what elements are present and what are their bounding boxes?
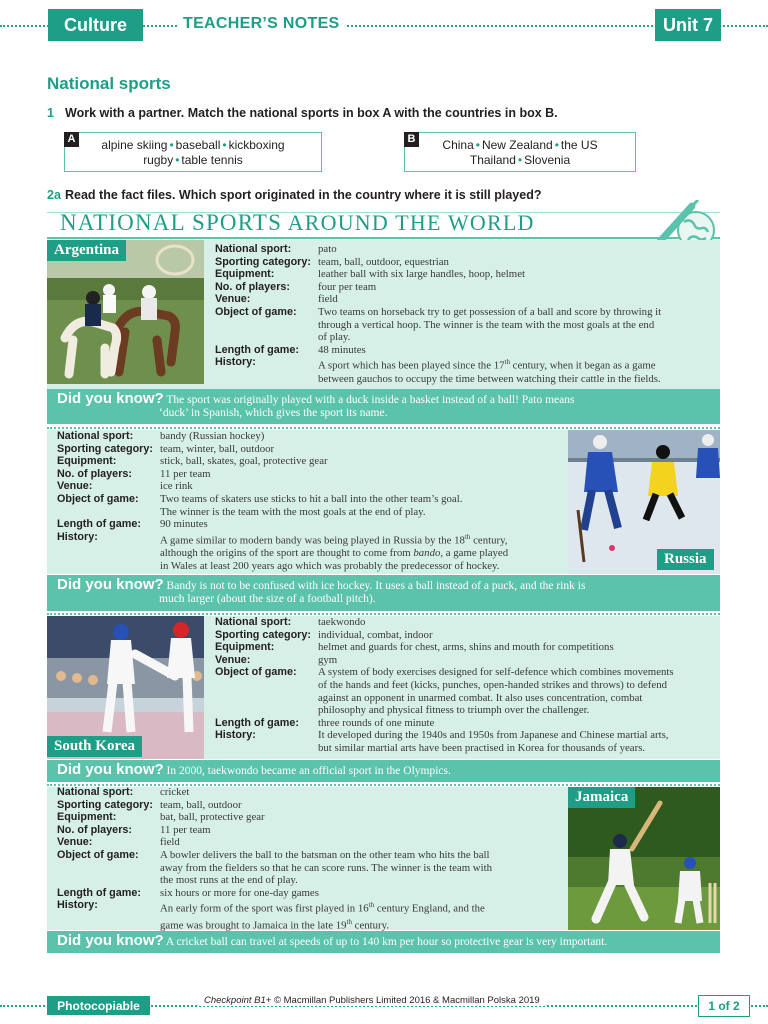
did-you-know-jamaica	[47, 931, 720, 953]
label-venue: Venue:	[57, 836, 93, 849]
did-you-know-label: Did you know?	[57, 390, 164, 407]
value-sporting-category: individual, combat, indoor	[318, 628, 433, 641]
russia-fact-file	[57, 430, 508, 572]
value-length: 48 minutes	[318, 343, 366, 356]
question-text: Read the fact files. Which sport originated in the country where it is still played?	[65, 188, 542, 202]
value-national-sport: bandy (Russian hockey)	[160, 430, 265, 442]
did-you-know-text: The sport was originally played with a duck inside a basket instead of a ball! Pato means	[166, 394, 575, 406]
box-a-tag: A	[64, 132, 79, 147]
label-length: Length of game:	[215, 716, 299, 729]
label-players: No. of players:	[57, 823, 132, 836]
value-object: A bowler delivers the ball to the batsman on the other team who hits the ball away from the fielders so that he can score runs. The winner is the team with the most runs at the end of play.	[160, 848, 492, 887]
feature-title	[60, 210, 535, 236]
box-item: New Zealand	[481, 138, 553, 152]
value-equipment: leather ball with six large handles, hoop, helmet	[318, 268, 525, 281]
value-players: four per team	[318, 280, 377, 293]
question-number: 2a	[47, 188, 61, 202]
label-players: No. of players:	[57, 467, 132, 480]
value-length: three rounds of one minute	[318, 716, 435, 729]
value-venue: field	[318, 293, 338, 306]
label-venue: Venue:	[57, 480, 93, 493]
did-you-know-text: Bandy is not to be confused with ice hockey. It uses a ball instead of a puck, and the rink is	[166, 580, 586, 592]
label-object: Object of game:	[215, 666, 297, 679]
label-sporting-category: Sporting category:	[57, 798, 153, 811]
label-equipment: Equipment:	[215, 268, 275, 281]
label-object: Object of game:	[215, 305, 297, 318]
value-equipment: stick, ball, skates, goal, protective gear	[160, 455, 328, 468]
did-you-know-text: In 2000, taekwondo became an official sport in the Olympics.	[166, 765, 451, 777]
label-history: History:	[215, 729, 256, 742]
value-venue: field	[160, 836, 180, 849]
label-object: Object of game:	[57, 492, 139, 505]
label-equipment: Equipment:	[57, 811, 117, 824]
page-header	[0, 0, 768, 50]
argentina-photo	[47, 240, 204, 384]
value-object: Two teams of skaters use sticks to hit a ball into the other team’s goal. The winner is the team with the most goals at the end of play.	[160, 492, 463, 518]
label-length: Length of game:	[57, 886, 141, 899]
label-national-sport: National sport:	[215, 243, 292, 255]
did-you-know-label: Did you know?	[57, 761, 164, 778]
value-venue: ice rink	[160, 480, 193, 493]
did-you-know-text: A cricket ball can travel at speeds of up to 140 km per hour so protective gear is very important.	[165, 936, 608, 948]
photocopiable-badge: Photocopiable	[47, 996, 150, 1015]
value-length: six hours or more for one-day games	[160, 886, 319, 899]
feature-title-main: NATIONAL SPORTS	[60, 210, 283, 235]
did-you-know-text: much larger (about the size of a football pitch).	[159, 593, 376, 605]
country-label-jamaica: Jamaica	[568, 787, 635, 808]
question-2a	[47, 188, 541, 202]
did-you-know-label: Did you know?	[57, 576, 164, 593]
value-players: 11 per team	[160, 823, 211, 836]
value-national-sport: pato	[318, 243, 337, 255]
value-venue: gym	[318, 653, 338, 666]
question-number: 1	[47, 106, 54, 120]
box-item: table tennis	[181, 153, 243, 167]
did-you-know-south-korea	[47, 760, 720, 782]
value-history: A game similar to modern bandy was being played in Russia by the 18th century, although the origins of the sport are thought to come from bando, a game played in Wales at least 200 years ago which was probably the predecessor of hockey.	[160, 532, 509, 572]
label-equipment: Equipment:	[57, 455, 117, 468]
box-item: China	[442, 138, 474, 152]
label-venue: Venue:	[215, 293, 251, 306]
label-sporting-category: Sporting category:	[215, 628, 311, 641]
footer-copyright	[198, 995, 546, 1006]
value-length: 90 minutes	[160, 518, 208, 531]
feature-rule	[47, 237, 720, 239]
page-number: 1 of 2	[698, 995, 750, 1017]
feature-title-sub: AROUND THE WORLD	[287, 210, 535, 235]
value-sporting-category: team, ball, outdoor, equestrian	[318, 255, 449, 268]
label-national-sport: National sport:	[215, 616, 292, 628]
box-b-tag: B	[404, 132, 419, 147]
value-object: Two teams on horseback try to get possession of a ball and score by throwing it through a vertical hoop. The winner is the team with the most goals at the end of play.	[318, 305, 662, 344]
did-you-know-russia	[47, 575, 720, 611]
unit-badge: Unit 7	[655, 9, 721, 41]
did-you-know-label: Did you know?	[57, 932, 164, 949]
label-length: Length of game:	[57, 518, 141, 531]
label-equipment: Equipment:	[215, 641, 275, 654]
jamaica-fact-file	[57, 786, 492, 932]
jamaica-photo	[568, 787, 720, 930]
box-item: Thailand	[469, 153, 516, 167]
south-korea-fact-file	[215, 616, 674, 755]
value-object: A system of body exercises designed for self-defence which combines movements of the hands and feet (kicks, punches, open-handed strikes and throws) to defend against an opponent in unarmed combat. It also uses concentration, combat philosophy and physical fitness to triumph over the challenger.	[318, 666, 674, 717]
box-item: baseball	[175, 138, 221, 152]
value-history: An early form of the sport was first played in 16th century England, and the game was brought to Jamaica in the late 19th century.	[160, 901, 485, 932]
label-national-sport: National sport:	[57, 786, 134, 798]
label-venue: Venue:	[215, 653, 251, 666]
value-national-sport: taekwondo	[318, 616, 366, 628]
value-sporting-category: team, winter, ball, outdoor	[160, 442, 275, 455]
value-equipment: helmet and guards for chest, arms, shins and mouth for competitions	[318, 641, 614, 654]
box-item: rugby	[143, 153, 174, 167]
label-length: Length of game:	[215, 343, 299, 356]
label-object: Object of game:	[57, 848, 139, 861]
box-b: B China • New Zealand • the US Thailand • Slovenia	[404, 132, 636, 172]
box-item: alpine skiing	[101, 138, 168, 152]
did-you-know-argentina	[47, 389, 720, 424]
value-sporting-category: team, ball, outdoor	[160, 798, 242, 811]
label-history: History:	[57, 899, 98, 912]
value-national-sport: cricket	[160, 786, 190, 798]
label-sporting-category: Sporting category:	[215, 255, 311, 268]
label-history: History:	[57, 530, 98, 543]
copyright-text: © Macmillan Publishers Limited 2016 & Macmillan Polska 2019	[271, 995, 540, 1006]
book-title: Checkpoint B1+	[204, 995, 272, 1006]
label-history: History:	[215, 356, 256, 369]
question-1	[47, 106, 558, 120]
label-national-sport: National sport:	[57, 430, 134, 442]
value-players: 11 per team	[160, 467, 211, 480]
section-divider	[47, 427, 720, 429]
value-history: It developed during the 1940s and 1950s from Japanese and Chinese martial arts, but similar martial arts have been practised in Korea for thousands of years.	[318, 729, 669, 754]
did-you-know-text: ‘duck’ in Spanish, which gives the sport its name.	[159, 407, 388, 419]
country-label-argentina: Argentina	[47, 240, 126, 261]
argentina-fact-file	[215, 243, 661, 385]
header-title: TEACHER’S NOTES	[177, 15, 346, 33]
country-label-russia: Russia	[657, 549, 714, 570]
section-badge: Culture	[48, 9, 143, 41]
box-item: kickboxing	[228, 138, 285, 152]
country-label-south-korea: South Korea	[47, 736, 142, 757]
label-sporting-category: Sporting category:	[57, 442, 153, 455]
box-item: Slovenia	[524, 153, 571, 167]
value-equipment: bat, ball, protective gear	[160, 811, 265, 824]
value-history: A sport which has been played since the 17th century, when it began as a game between gauchos to occupy the time between watching their cattle in the fields.	[318, 358, 661, 385]
page-title: National sports	[47, 74, 171, 93]
label-players: No. of players:	[215, 280, 290, 293]
question-text: Work with a partner. Match the national sports in box A with the countries in box B.	[65, 106, 558, 120]
box-a: A alpine skiing • baseball • kickboxing rugby • table tennis	[64, 132, 322, 172]
section-divider	[47, 613, 720, 615]
box-item: the US	[560, 138, 598, 152]
